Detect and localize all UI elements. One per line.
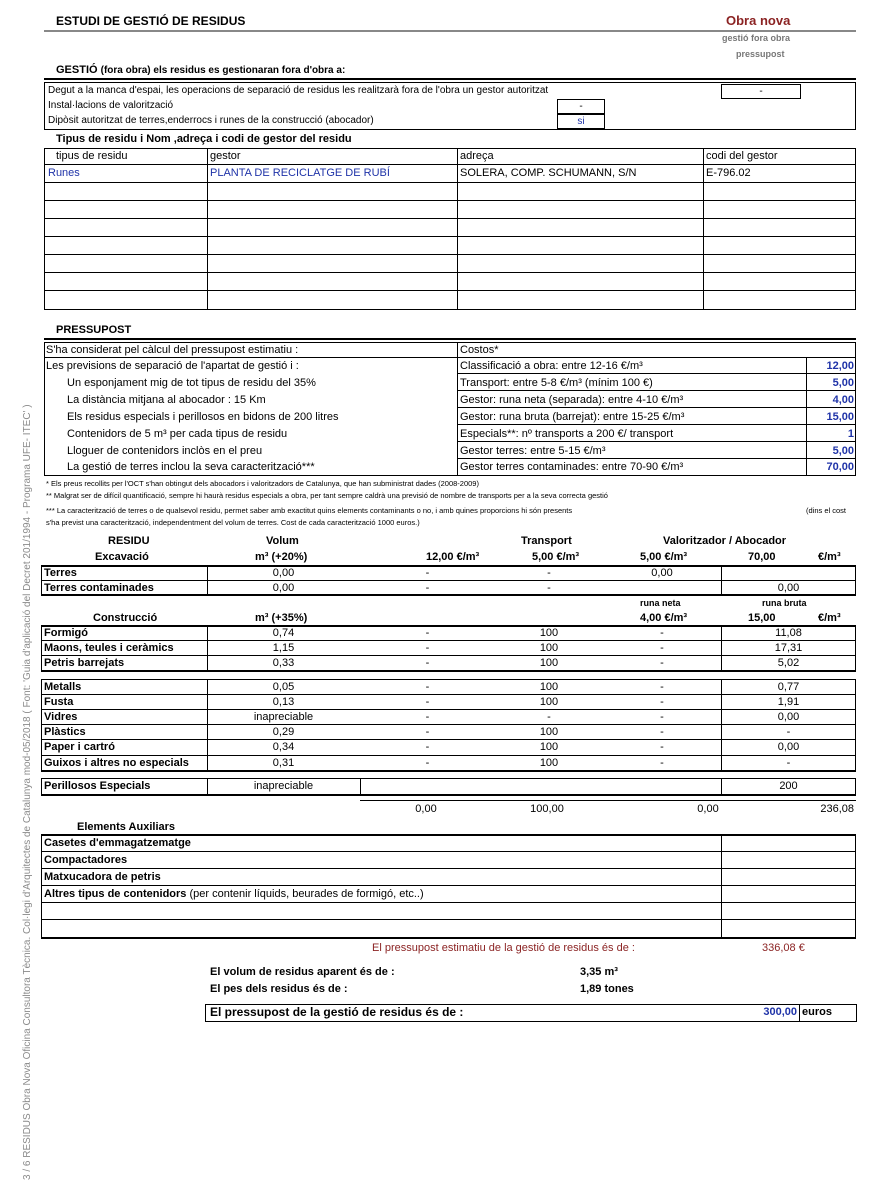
cost-value-5[interactable]: 5,00 <box>832 445 854 457</box>
con-g2-row-4-vol: 0,34 <box>272 741 295 753</box>
cost-label-1: Transport: entre 5-8 €/m³ (mínim 100 €) <box>460 377 653 389</box>
pressupost-heading: PRESSUPOST <box>56 324 132 336</box>
con-g2-row-2-tr: - <box>547 711 551 723</box>
gestio-line-3-value[interactable]: si <box>557 114 605 129</box>
con-g1-row-0-vol: 0,74 <box>272 627 295 639</box>
con-runa-bruta-price: 15,00 <box>748 612 776 624</box>
auxiliars-table <box>41 834 856 939</box>
perillosos-vol: inapreciable <box>253 780 314 792</box>
pes-label: El pes dels residus és de : <box>210 983 348 995</box>
con-g1-row-0-tr: 100 <box>539 627 559 639</box>
note-3b: (dins el cost <box>806 506 847 515</box>
con-g1-row-1-v2: 17,31 <box>774 642 803 654</box>
excavacio-label: Excavació <box>95 551 149 563</box>
cost-value-1[interactable]: 5,00 <box>832 377 854 389</box>
exc-transport-price: 5,00 €/m³ <box>532 551 580 563</box>
con-g2-row-2-cl: - <box>425 711 430 723</box>
con-g2-row-0-vol: 0,05 <box>272 681 295 693</box>
costos-label: Costos* <box>460 344 499 356</box>
con-g2-row-3-vol: 0,29 <box>272 726 295 738</box>
con-g2-row-0-v2: 0,77 <box>777 681 800 693</box>
col-gestor: gestor <box>210 150 241 162</box>
row-codi-gestor: E-796.02 <box>706 167 751 179</box>
exc-row-1-name: Terres contaminades <box>44 582 154 594</box>
aux-row-3: Altres tipus de contenidors (per contenir líquids, beurades de formigó, etc..) <box>44 888 424 900</box>
exc-row-0-v1: 0,00 <box>651 567 673 579</box>
con-g1-row-2-tr: 100 <box>539 657 559 669</box>
cost-label-3: Gestor: runa bruta (barrejat): entre 15-25 €/m³ <box>460 411 685 423</box>
con-g1-row-0-v2: 11,08 <box>775 627 802 639</box>
exc-row-1-tr: - <box>547 582 551 594</box>
total-transport: 100,00 <box>530 803 564 815</box>
con-runa-bruta-unit: €/m³ <box>818 612 841 624</box>
con-g2-row-2-v1: - <box>660 711 664 723</box>
cost-value-3[interactable]: 15,00 <box>826 411 854 423</box>
row-gestor[interactable]: PLANTA DE RECICLATGE DE RUBÍ <box>210 167 390 179</box>
con-g2-row-0-v1: - <box>660 681 664 693</box>
gestio-line-2-value[interactable]: - <box>557 99 605 114</box>
row-adreca: SOLERA, COMP. SCHUMANN, S/N <box>460 167 637 179</box>
cost-value-4[interactable]: 1 <box>847 428 854 440</box>
con-g2-row-1-name: Fusta <box>44 696 74 708</box>
pressupost-left-2: Un esponjament mig de tot tipus de residu del 35% <box>67 377 316 389</box>
con-g2-row-5-vol: 0,31 <box>272 757 295 769</box>
note-3a: *** La caracterització de terres o de qualsevol residu, permet saber amb exactitut quins elements contaminants o no, i amb quines proporcions hi són presents <box>46 506 573 515</box>
con-g1-row-2-name: Petris barrejats <box>44 657 125 669</box>
con-g2-row-3-v1: - <box>660 726 664 738</box>
gestio-line-3: Dipòsit autoritzat de terres,enderrocs i runes de la construcció (abocador) <box>48 115 374 126</box>
cost-value-6[interactable]: 70,00 <box>826 461 854 473</box>
con-g2-row-1-cl: - <box>425 696 430 708</box>
exc-row-0-name: Terres <box>44 567 77 579</box>
volum-label: El volum de residus aparent és de : <box>210 966 395 978</box>
con-g2-row-5-name: Guixos i altres no especials <box>44 757 189 769</box>
exc-abocador-price: 70,00 <box>748 551 776 563</box>
pressupost-left-7: La gestió de terres inclou la seva caracterització*** <box>67 461 315 473</box>
header-subtitle-pressupost: pressupost <box>736 49 785 59</box>
gestio-line-1: Degut a la manca d'espai, les operacions de separació de residus les realitzarà fora de l'obra un gestor autoritzat <box>48 85 549 96</box>
volum-value: 3,35 m³ <box>580 966 618 978</box>
perillosos-cost: 200 <box>779 780 798 792</box>
con-g1-row-2-v1: - <box>660 657 664 669</box>
pes-value: 1,89 tones <box>580 983 634 995</box>
estimate-value: 336,08 € <box>762 942 805 954</box>
con-g2-row-5-v1: - <box>660 757 664 769</box>
pressupost-left-3: La distància mitjana al abocador : 15 Km <box>67 394 266 406</box>
cost-label-2: Gestor: runa neta (separada): entre 4-10 €/m³ <box>460 394 684 406</box>
con-g2-row-2-v2: 0,00 <box>777 711 800 723</box>
con-g2-row-3-cl: - <box>425 726 430 738</box>
col-tipus-residu: tipus de residu <box>56 150 128 162</box>
con-g1-row-0-v1: - <box>660 627 664 639</box>
aux-row-2: Matxucadora de petris <box>44 871 161 883</box>
gestio-line-1-value[interactable]: - <box>721 84 801 99</box>
final-budget-label: El pressupost de la gestió de residus és de : <box>210 1005 464 1019</box>
note-3c: s'ha previst una caracterització, independentment del volum de terres. Cost de cada caracterització 1000 euros.) <box>46 518 420 527</box>
con-g1-row-2-vol: 0,33 <box>272 657 295 669</box>
row-tipus-residu[interactable]: Runes <box>48 167 80 179</box>
header-subtitle-gestio: gestió fora obra <box>722 33 791 43</box>
final-budget-unit: euros <box>802 1006 832 1018</box>
aux-row-0: Casetes d'emmagatzematge <box>44 837 191 849</box>
exc-valor-price: 5,00 €/m³ <box>640 551 688 563</box>
final-budget-value[interactable]: 300,00 <box>763 1006 797 1018</box>
con-unit: m³ (+35%) <box>255 612 308 624</box>
total-valoritzador: 0,00 <box>697 803 719 815</box>
exc-row-0-cl: - <box>425 567 430 579</box>
pressupost-left-5: Contenidors de 5 m³ per cada tipus de residu <box>67 428 288 440</box>
total-abocador: 236,08 <box>820 803 854 815</box>
auxiliars-heading: Elements Auxiliars <box>77 821 176 833</box>
cost-value-0[interactable]: 12,00 <box>826 360 854 372</box>
con-g2-row-4-tr: 100 <box>539 741 559 753</box>
exc-row-0-vol: 0,00 <box>272 567 295 579</box>
col-codi-gestor: codi del gestor <box>706 150 778 162</box>
pressupost-left-4: Els residus especials i perillosos en bidons de 200 litres <box>67 411 339 423</box>
runa-bruta-label: runa bruta <box>762 598 807 608</box>
h-volum: Volum <box>266 535 299 547</box>
runa-neta-label: runa neta <box>640 598 681 608</box>
con-g2-row-5-tr: 100 <box>539 757 559 769</box>
aux-row-1: Compactadores <box>44 854 128 866</box>
con-g2-row-3-tr: 100 <box>539 726 559 738</box>
pressupost-left-0: S'ha considerat pel càlcul del pressupost estimatiu : <box>46 344 299 356</box>
con-g2-row-0-cl: - <box>425 681 430 693</box>
exc-row-1-cl: - <box>425 582 430 594</box>
con-g2-row-1-vol: 0,13 <box>272 696 295 708</box>
con-g1-row-1-tr: 100 <box>539 642 559 654</box>
con-g2-row-1-tr: 100 <box>539 696 559 708</box>
tipus-residu-heading: Tipus de residu i Nom ,adreça i codi de gestor del residu <box>56 133 352 145</box>
con-g1-row-1-name: Maons, teules i ceràmics <box>44 642 174 654</box>
sidebar-vertical-text: 3 / 6 RESIDUS Obra Nova Oficina Consultora Tècnica. Col·legi d'Arquitectes de Catalunya mod-05/2018 ( Font: 'Guia d'aplicació del Decret 201/1994 - Programa UFE- ITEC' ) <box>22 404 33 1180</box>
con-g2-row-0-tr: 100 <box>539 681 559 693</box>
con-g1-row-2-v2: 5,02 <box>777 657 800 669</box>
h-residu: RESIDU <box>108 535 150 547</box>
con-g2-row-2-name: Vidres <box>44 711 78 723</box>
h-valoritzador: Valoritzador / Abocador <box>663 535 787 547</box>
exc-row-1-v2: 0,00 <box>777 582 800 594</box>
col-adreca: adreça <box>460 150 494 162</box>
con-g2-row-4-v1: - <box>660 741 664 753</box>
exc-unit: m³ (+20%) <box>255 551 308 563</box>
con-g2-row-1-v1: - <box>660 696 664 708</box>
con-g1-row-1-v1: - <box>660 642 664 654</box>
con-g2-row-5-v2: - <box>786 757 791 769</box>
con-g2-row-4-name: Paper i cartró <box>44 741 115 753</box>
exc-class-price: 12,00 €/m³ <box>426 551 480 563</box>
estimate-label: El pressupost estimatiu de la gestió de residus és de : <box>372 942 635 954</box>
con-g1-row-0-cl: - <box>425 627 430 639</box>
exc-row-0-tr: - <box>547 567 551 579</box>
con-g1-row-1-cl: - <box>425 642 430 654</box>
header-obra-nova: Obra nova <box>726 13 791 28</box>
pressupost-left-1: Les previsions de separació de l'apartat de gestió i : <box>46 360 299 372</box>
cost-label-4: Especials**: nº transports a 200 €/ transport <box>460 428 674 440</box>
document-title: ESTUDI DE GESTIÓ DE RESIDUS <box>56 14 246 28</box>
gestio-heading: GESTIÓ (fora obra) els residus es gestionaran fora d'obra a: <box>56 64 346 76</box>
con-g2-row-3-v2: - <box>786 726 791 738</box>
total-classificacio: 0,00 <box>415 803 437 815</box>
pressupost-left-6: Lloguer de contenidors inclòs en el preu <box>67 445 263 457</box>
con-g1-row-1-vol: 1,15 <box>272 642 295 654</box>
cost-label-6: Gestor terres contaminades: entre 70-90 €/m³ <box>460 461 684 473</box>
exc-row-1-vol: 0,00 <box>272 582 295 594</box>
con-g2-row-4-cl: - <box>425 741 430 753</box>
cost-value-2[interactable]: 4,00 <box>832 394 854 406</box>
con-g2-row-5-cl: - <box>425 757 430 769</box>
note-1: * Els preus recollits per l'OCT s'han obtingut dels abocadors i valoritzadors de Catalunya, que han subministrat dades (2008-2009) <box>46 479 479 488</box>
h-transport: Transport <box>521 535 572 547</box>
note-2: ** Malgrat ser de difícil quantificació, sempre hi haurà residus especials a obra, per tant sempre caldrà una previsió de nombre de transports per a la seva correcta gestió <box>46 491 608 500</box>
con-g1-row-2-cl: - <box>425 657 430 669</box>
perillosos-name: Perillosos Especials <box>44 780 151 792</box>
con-g2-row-0-name: Metalls <box>44 681 82 693</box>
con-g2-row-4-v2: 0,00 <box>777 741 800 753</box>
con-runa-neta-price: 4,00 €/m³ <box>640 612 688 624</box>
construccio-label: Construcció <box>93 612 158 624</box>
con-g2-row-3-name: Plàstics <box>44 726 86 738</box>
con-g2-row-2-vol: inapreciable <box>253 711 314 723</box>
gestio-line-2: Instal·lacions de valorització <box>48 100 174 111</box>
con-g2-row-1-v2: 1,91 <box>777 696 800 708</box>
exc-abocador-unit: €/m³ <box>818 551 841 563</box>
cost-label-5: Gestor terres: entre 5-15 €/m³ <box>460 445 606 457</box>
con-g1-row-0-name: Formigó <box>44 627 88 639</box>
cost-label-0: Classificació a obra: entre 12-16 €/m³ <box>460 360 643 372</box>
